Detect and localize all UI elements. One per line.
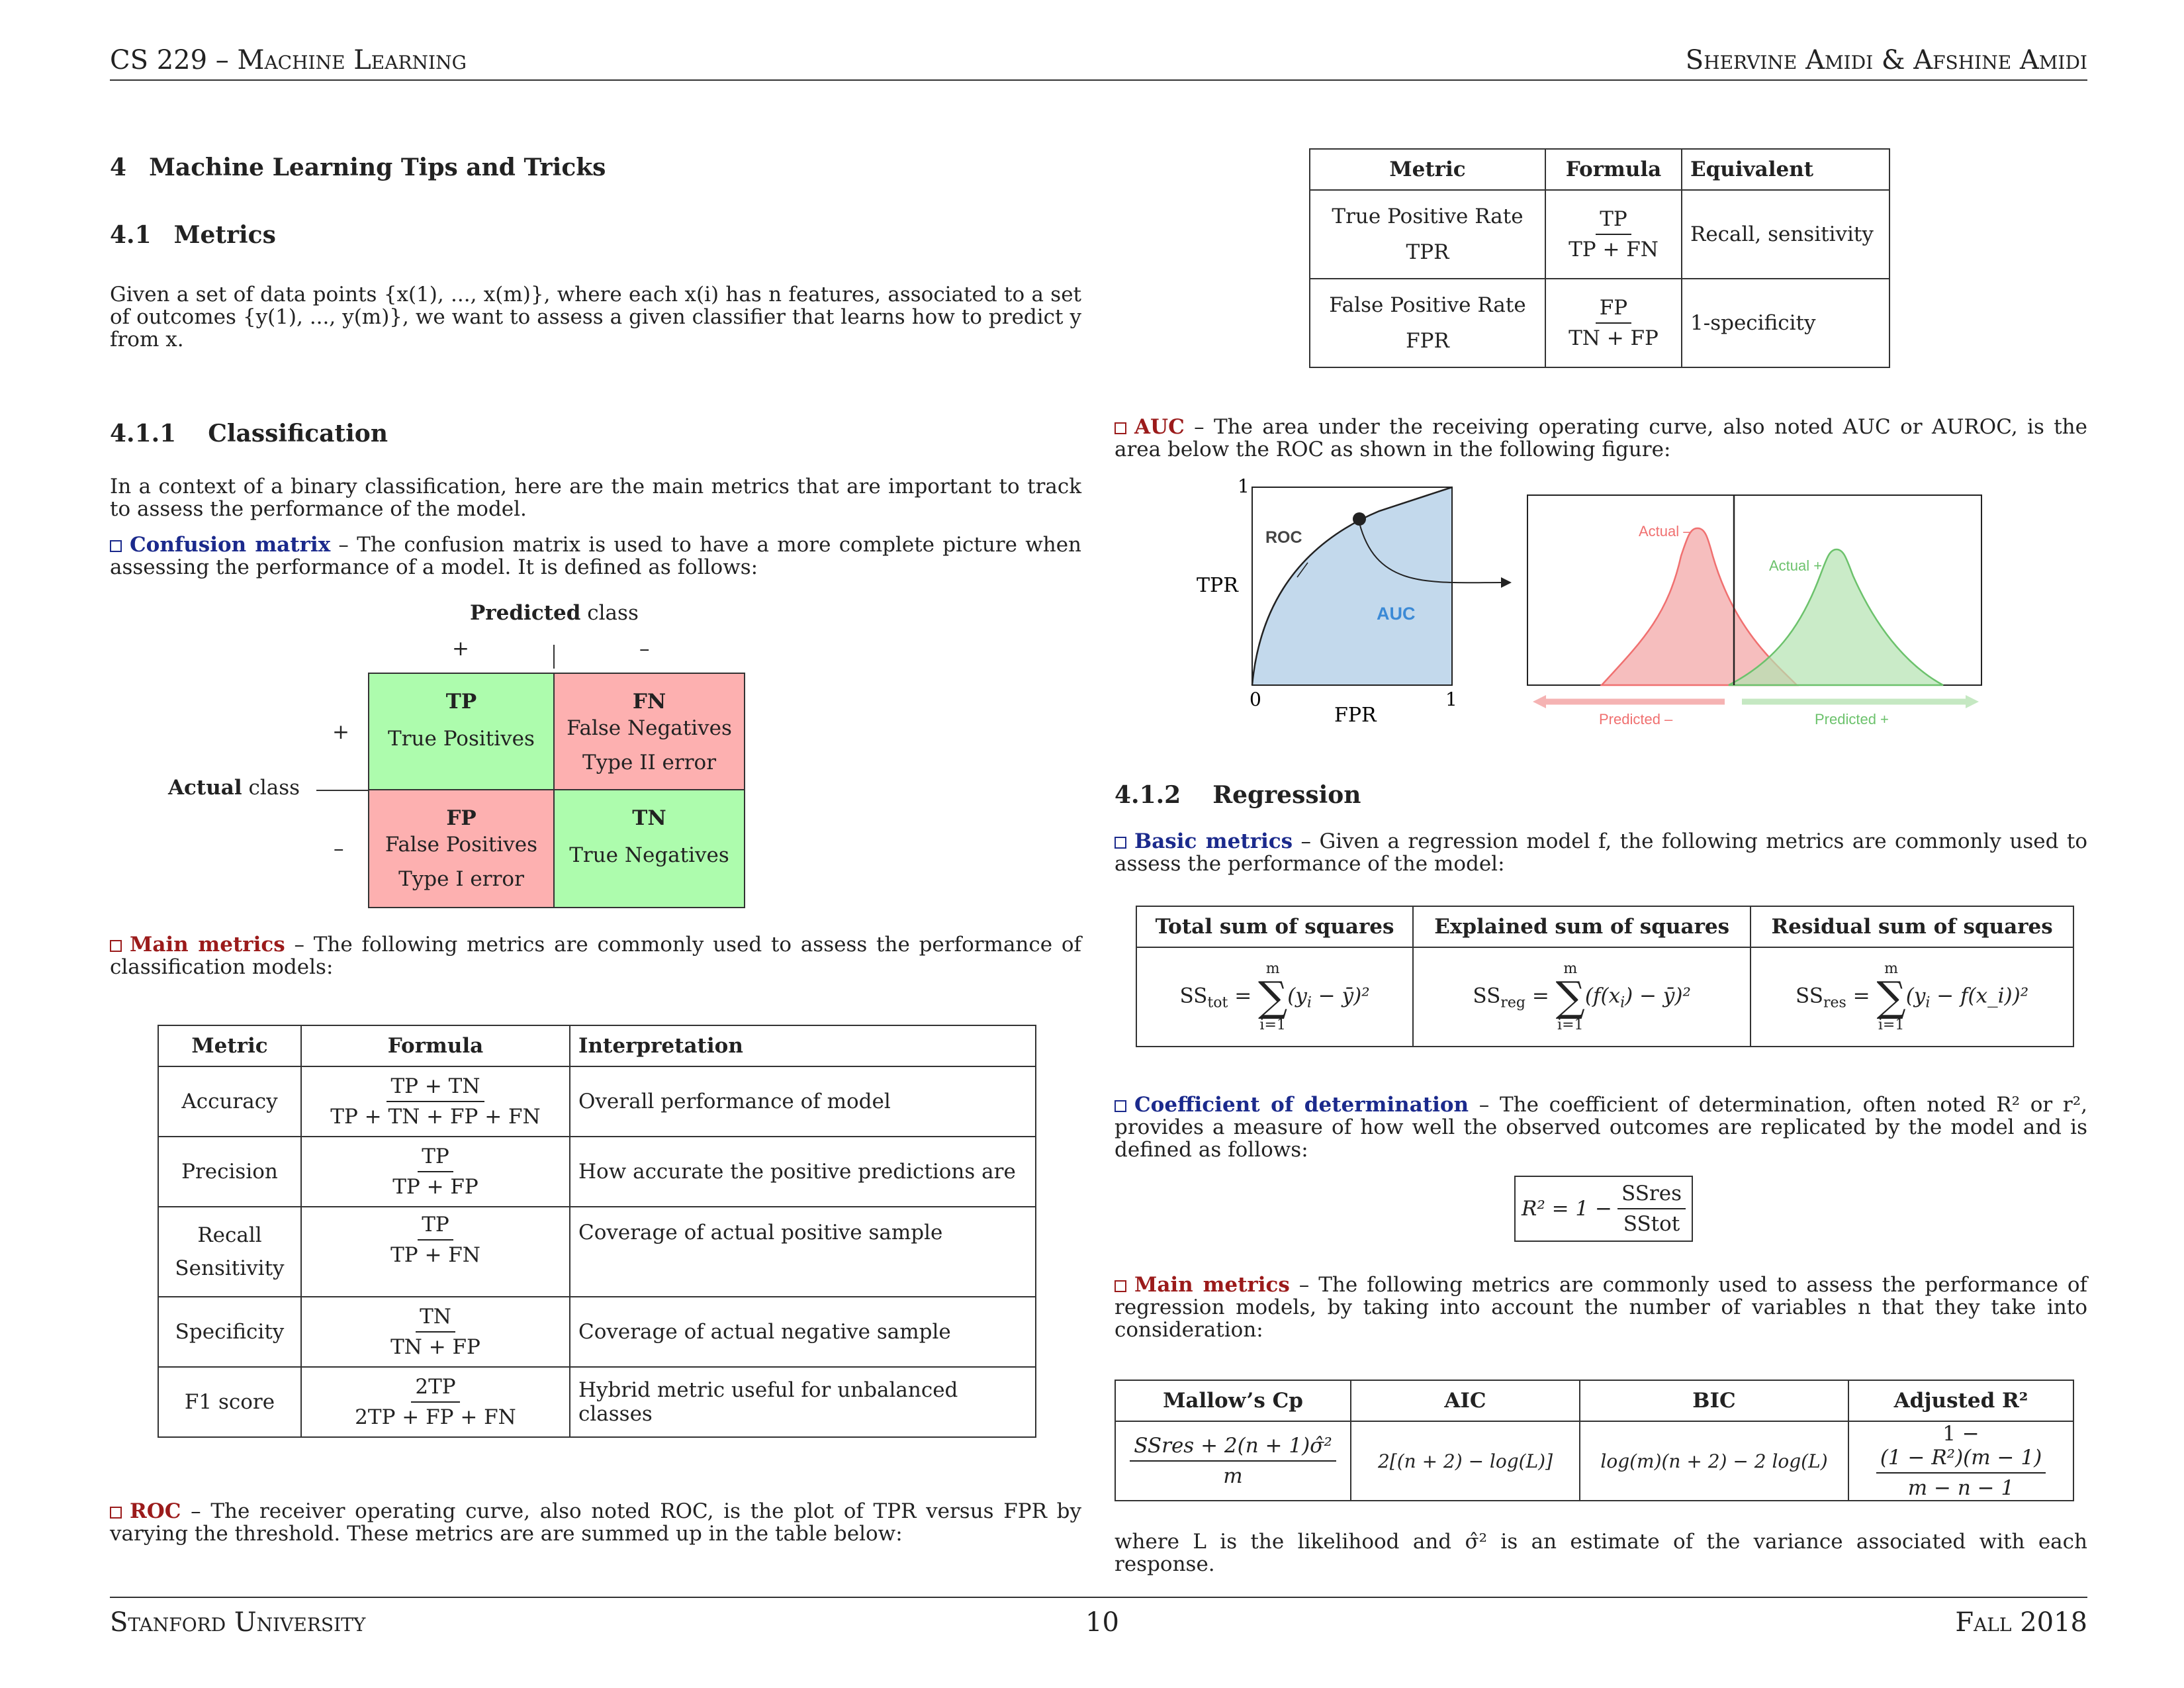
auc-region-label: AUC: [1377, 604, 1416, 624]
col-header: Formula: [301, 1025, 570, 1066]
actual-divider: [316, 790, 368, 791]
fn-abbr: FN: [632, 690, 666, 714]
fp-error: Type I error: [398, 867, 524, 891]
actual-positive-label: Actual +: [1769, 557, 1823, 574]
table-row: [1136, 947, 2073, 1047]
predicted-negative-label: Predicted –: [1599, 711, 1673, 727]
main-metrics-label: Main metrics: [130, 933, 285, 957]
metric-name: Accuracy: [158, 1066, 301, 1137]
bullet-box-icon: [1115, 422, 1126, 434]
col-header: BIC: [1580, 1380, 1848, 1421]
col-header: Formula: [1545, 149, 1682, 190]
metric-name: Recall Sensitivity: [158, 1207, 301, 1297]
right-arrow-icon: [1966, 695, 1979, 708]
main-metrics-paragraph: Main metrics – The following metrics are commonly used to assess the performance of classification models:: [110, 933, 1081, 979]
col-header: Metric: [1310, 149, 1545, 190]
confusion-label: Confusion matrix: [130, 533, 331, 557]
regression-main-metrics-paragraph: Main metrics – The following metrics are commonly used to assess the performance of regression models, by taking into account the number of variables n that they take into consideration:: [1115, 1273, 2087, 1342]
metric-name: F1 score: [158, 1367, 301, 1437]
predicted-class-label: Predicted class: [470, 601, 639, 625]
section-4-1-1-title: 4.1.1 Classification: [110, 420, 388, 447]
regression-metrics-table: [1115, 1380, 2074, 1501]
col-header: Mallow’s Cp: [1115, 1380, 1351, 1421]
interpretation: Coverage of actual negative sample: [570, 1297, 1036, 1367]
bullet-box-icon: [1115, 1280, 1126, 1292]
footer-right: Fall 2018: [1955, 1607, 2087, 1638]
fn-error: Type II error: [582, 751, 717, 774]
interpretation: Coverage of actual positive sample: [570, 1207, 1036, 1297]
actual-plus: +: [332, 720, 349, 744]
cell-true-positives: [368, 673, 555, 790]
section-4-title: 4 Machine Learning Tips and Tricks: [110, 154, 606, 181]
header-left: CS 229 – Machine Learning: [110, 45, 467, 75]
actual-minus: –: [334, 837, 344, 861]
x-tick-1: 1: [1445, 688, 1457, 710]
classification-metrics-table: [158, 1025, 1036, 1438]
col-header: Adjusted R²: [1848, 1380, 2073, 1421]
intro-paragraph: Given a set of data points {x(1), ..., x(m)}, where each x(i) has n features, associated to a set of outcomes {y(1), ..., y(m)}, we want to assess a given classifier that learns how to predict y from x.: [110, 283, 1081, 352]
table-row: Accuracy $\frac{TP + TN}{TP + TN + FP + FN}$ Overall performance of model: [158, 1066, 1036, 1137]
regression-footnote: where L is the likelihood and σ̂² is an estimate of the variance associated with each response.: [1115, 1530, 2087, 1576]
cell-false-positives: [368, 789, 555, 908]
roc-paragraph: ROC – The receiver operating curve, also noted ROC, is the plot of TPR versus FPR by varying the threshold. These metrics are are summed up in the table below:: [110, 1499, 1081, 1546]
table-row: Precision $\frac{TP}{TP + FP}$ How accurate the positive predictions are: [158, 1137, 1036, 1207]
actual-class-label: Actual class: [168, 776, 300, 800]
r-squared-formula-box: R² = 1 − $\frac{\text{SSres}}{\text{SStot}}$: [1514, 1176, 1693, 1242]
header-rule: [110, 79, 2087, 81]
table-row: [1115, 1421, 2073, 1501]
aic-formula: 2[(n + 2) − log(L)]: [1351, 1421, 1580, 1501]
left-arrow-icon: [1533, 695, 1546, 708]
table-row: Recall Sensitivity $\frac{TP}{TP + FN}$ Coverage of actual positive sample: [158, 1207, 1036, 1297]
col-header: Metric: [158, 1025, 301, 1066]
auc-paragraph: AUC – The area under the receiving operating curve, also noted AUC or AUROC, is the area below the ROC as shown in the following figure:: [1115, 415, 2087, 461]
adjusted-r2-formula: 1 − $\frac{\text{(1 − R²)(m − 1)}}{m - n - 1}$: [1848, 1421, 2073, 1501]
rate-name: False Positive Rate FPR: [1310, 279, 1545, 367]
y-tick-1: 1: [1238, 475, 1250, 497]
coefficient-label: Coefficient of determination: [1134, 1093, 1469, 1117]
fp-desc: False Positives: [385, 833, 538, 857]
x-tick-0: 0: [1250, 688, 1261, 710]
col-header: Interpretation: [570, 1025, 1036, 1066]
fpr-axis-label: FPR: [1334, 704, 1377, 727]
col-header: Residual sum of squares: [1751, 906, 2073, 947]
table-row: False Positive Rate FPR $\frac{FP}{TN + FP}$ 1-specificity: [1310, 279, 1889, 367]
section-4-1-title: 4.1 Metrics: [110, 221, 276, 249]
ss-res-formula: $SS_{res}$ = m ∑ i=1 ($y_i$ − f(x_i))²: [1751, 947, 2073, 1047]
cell-true-negatives: [553, 789, 745, 908]
arrow-head-icon: [1501, 577, 1512, 588]
bullet-box-icon: [110, 1507, 122, 1519]
predicted-divider: [553, 645, 555, 669]
footer-left: Stanford University: [110, 1607, 366, 1638]
col-header: Total sum of squares: [1136, 906, 1413, 947]
tn-abbr: TN: [632, 806, 666, 830]
col-header: Explained sum of squares: [1413, 906, 1751, 947]
table-row: Specificity $\frac{TN}{TN + FP}$ Coverage of actual negative sample: [158, 1297, 1036, 1367]
coefficient-paragraph: Coefficient of determination – The coefficient of determination, often noted R² or r², provides a measure of how well the observed outcomes are replicated by the model and is defined as follows:: [1115, 1093, 2087, 1162]
bic-formula: log(m)(n + 2) − 2 log(L): [1580, 1421, 1848, 1501]
fp-abbr: FP: [446, 806, 477, 830]
tp-abbr: TP: [445, 690, 477, 714]
predicted-minus: –: [639, 637, 650, 661]
bullet-box-icon: [1115, 1100, 1126, 1112]
interpretation: Overall performance of model: [570, 1066, 1036, 1137]
rate-equivalent: 1-specificity: [1682, 279, 1889, 367]
ss-tot-formula: $SS_{tot}$ = m ∑ i=1 ($y_i$ − ȳ)²: [1136, 947, 1413, 1047]
confusion-paragraph: Confusion matrix – The confusion matrix is used to have a more complete picture when assessing the performance of a model. It is defined as follows:: [110, 533, 1082, 579]
interpretation: How accurate the positive predictions are: [570, 1137, 1036, 1207]
interpretation: Hybrid metric useful for unbalanced classes: [570, 1367, 1036, 1437]
metric-name: Specificity: [158, 1297, 301, 1367]
header-right: Shervine Amidi & Afshine Amidi: [1685, 45, 2087, 75]
cell-false-negatives: [553, 673, 745, 790]
col-header: Equivalent: [1682, 149, 1889, 190]
predicted-plus: +: [452, 637, 469, 661]
rate-table: [1309, 148, 1890, 368]
footer-rule: [110, 1597, 2087, 1598]
fn-desc: False Negatives: [567, 716, 732, 740]
regression-main-metrics-label: Main metrics: [1134, 1273, 1290, 1297]
rate-name: True Positive Rate TPR: [1310, 190, 1545, 279]
col-header: AIC: [1351, 1380, 1580, 1421]
actual-negative-label: Actual –: [1639, 523, 1692, 539]
bullet-box-icon: [110, 540, 122, 552]
roc-label: ROC: [130, 1499, 181, 1523]
page-number: 10: [1085, 1607, 1119, 1638]
table-row: F1 score $\frac{2TP}{2TP + FP + FN}$ Hybrid metric useful for unbalanced classes: [158, 1367, 1036, 1437]
bullet-box-icon: [110, 940, 122, 952]
classification-intro: In a context of a binary classification, here are the main metrics that are important to track to assess the performance of the model.: [110, 475, 1081, 521]
mallows-cp-formula: $\frac{\text{SSres + 2(n + 1)σ̂²}}{m}$: [1115, 1421, 1351, 1501]
roc-curve-label: ROC: [1265, 528, 1302, 547]
auc-label: AUC: [1134, 415, 1185, 439]
ss-reg-formula: $SS_{reg}$ = m ∑ i=1 ($f(x_i)$ − ȳ)²: [1413, 947, 1751, 1047]
auc-figure: [1178, 470, 2012, 735]
predicted-positive-label: Predicted +: [1815, 711, 1889, 727]
table-row: True Positive Rate TPR $\frac{TP}{TP + FN}$ Recall, sensitivity: [1310, 190, 1889, 279]
regression-sums-table: [1136, 906, 2074, 1047]
rate-equivalent: Recall, sensitivity: [1682, 190, 1889, 279]
auc-area: [1252, 487, 1452, 685]
metric-name: Precision: [158, 1137, 301, 1207]
basic-metrics-label: Basic metrics: [1134, 829, 1293, 853]
tp-desc: True Positives: [388, 727, 535, 751]
tn-desc: True Negatives: [569, 843, 729, 867]
bullet-box-icon: [1115, 837, 1126, 849]
tpr-axis-label: TPR: [1197, 574, 1238, 597]
section-4-1-2-title: 4.1.2 Regression: [1115, 781, 1361, 809]
basic-metrics-paragraph: Basic metrics – Given a regression model f, the following metrics are commonly used to assess the performance of the model:: [1115, 829, 2087, 876]
